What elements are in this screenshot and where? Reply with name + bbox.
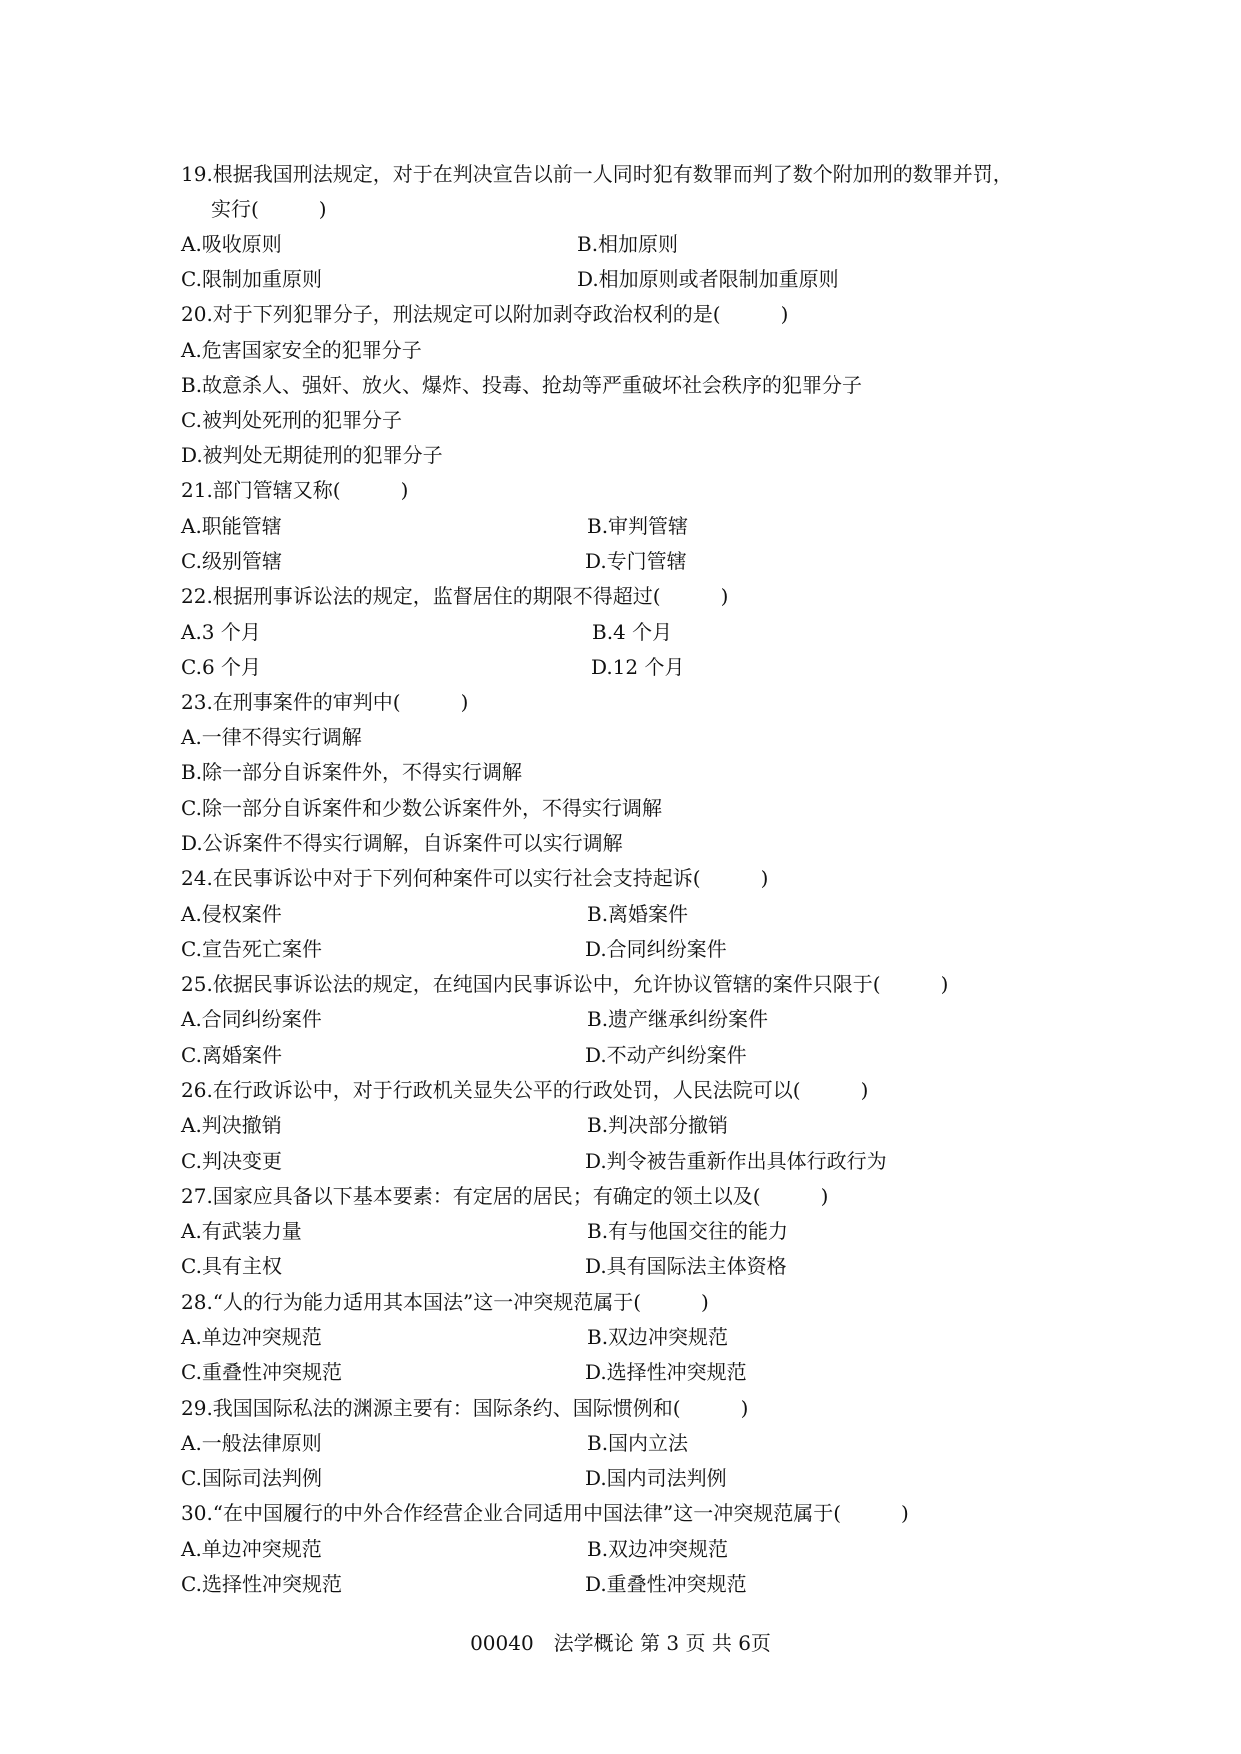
question-30-option-b: B.双边冲突规范 (587, 1537, 729, 1561)
question-29-option-a: A.一般法律原则 (181, 1431, 322, 1455)
question-29-stem: 29.我国国际私法的渊源主要有：国际条约、国际惯例和( ) (181, 1396, 749, 1420)
question-26-option-c: C.判决变更 (181, 1149, 282, 1173)
question-25-option-a: A.合同纠纷案件 (181, 1007, 322, 1031)
question-24-option-b: B.离婚案件 (587, 902, 689, 926)
question-21-stem: 21.部门管辖又称( ) (181, 478, 409, 502)
question-19-option-b: B.相加原则 (577, 232, 679, 256)
question-24-option-d: D.合同纠纷案件 (585, 937, 727, 961)
question-20-option-b: B.故意杀人、强奸、放火、爆炸、投毒、抢劫等严重破坏社会秩序的犯罪分子 (181, 373, 863, 397)
question-19-option-a: A.吸收原则 (181, 232, 282, 256)
question-23-option-d: D.公诉案件不得实行调解，自诉案件可以实行调解 (181, 831, 623, 855)
question-28-stem: 28.“人的行为能力适用其本国法”这一冲突规范属于( ) (181, 1290, 709, 1314)
question-26-option-d: D.判令被告重新作出具体行政行为 (585, 1149, 887, 1173)
question-25-option-b: B.遗产继承纠纷案件 (587, 1007, 769, 1031)
question-27-option-d: D.具有国际法主体资格 (585, 1254, 787, 1278)
question-29-option-d: D.国内司法判例 (585, 1466, 727, 1490)
question-26-option-a: A.判决撤销 (181, 1113, 282, 1137)
question-19-stem-continued: 实行( ) (211, 197, 327, 221)
question-30-option-a: A.单边冲突规范 (181, 1537, 322, 1561)
question-27-option-b: B.有与他国交往的能力 (587, 1219, 789, 1243)
question-23-option-b: B.除一部分自诉案件外，不得实行调解 (181, 760, 523, 784)
question-27-stem: 27.国家应具备以下基本要素：有定居的居民；有确定的领土以及( ) (181, 1184, 829, 1208)
question-30-option-c: C.选择性冲突规范 (181, 1572, 342, 1596)
question-29-option-b: B.国内立法 (587, 1431, 689, 1455)
question-28-option-a: A.单边冲突规范 (181, 1325, 322, 1349)
page-footer: 00040 法学概论 第 3 页 共 6页 (470, 1631, 771, 1655)
question-27-option-a: A.有武装力量 (181, 1219, 302, 1243)
question-26-stem: 26.在行政诉讼中，对于行政机关显失公平的行政处罚，人民法院可以( ) (181, 1078, 869, 1102)
question-23-stem: 23.在刑事案件的审判中( ) (181, 690, 469, 714)
question-20-option-a: A.危害国家安全的犯罪分子 (181, 338, 422, 362)
question-19-option-c: C.限制加重原则 (181, 267, 322, 291)
question-25-stem: 25.依据民事诉讼法的规定，在纯国内民事诉讼中，允许协议管辖的案件只限于( ) (181, 972, 949, 996)
question-21-option-a: A.职能管辖 (181, 514, 282, 538)
question-21-option-c: C.级别管辖 (181, 549, 282, 573)
question-24-option-a: A.侵权案件 (181, 902, 282, 926)
question-30-stem: 30.“在中国履行的中外合作经营企业合同适用中国法律”这一冲突规范属于( ) (181, 1501, 909, 1525)
question-19-option-d: D.相加原则或者限制加重原则 (577, 267, 839, 291)
question-24-option-c: C.宣告死亡案件 (181, 937, 322, 961)
question-21-option-d: D.专门管辖 (585, 549, 687, 573)
question-24-stem: 24.在民事诉讼中对于下列何种案件可以实行社会支持起诉( ) (181, 866, 769, 890)
question-29-option-c: C.国际司法判例 (181, 1466, 322, 1490)
question-25-option-c: C.离婚案件 (181, 1043, 282, 1067)
question-20-option-c: C.被判处死刑的犯罪分子 (181, 408, 402, 432)
question-28-option-d: D.选择性冲突规范 (585, 1360, 747, 1384)
question-23-option-c: C.除一部分自诉案件和少数公诉案件外，不得实行调解 (181, 796, 662, 820)
question-22-option-d: D.12 个月 (591, 655, 685, 679)
question-19-stem: 19.根据我国刑法规定，对于在判决宣告以前一人同时犯有数罪而判了数个附加刑的数罪并罚， (181, 162, 1013, 186)
question-22-option-a: A.3 个月 (181, 620, 261, 644)
question-22-option-c: C.6 个月 (181, 655, 262, 679)
question-22-stem: 22.根据刑事诉讼法的规定，监督居住的期限不得超过( ) (181, 584, 729, 608)
question-25-option-d: D.不动产纠纷案件 (585, 1043, 747, 1067)
question-28-option-c: C.重叠性冲突规范 (181, 1360, 342, 1384)
question-20-stem: 20.对于下列犯罪分子，刑法规定可以附加剥夺政治权利的是( ) (181, 302, 789, 326)
question-20-option-d: D.被判处无期徒刑的犯罪分子 (181, 443, 443, 467)
question-26-option-b: B.判决部分撤销 (587, 1113, 729, 1137)
question-23-option-a: A.一律不得实行调解 (181, 725, 362, 749)
question-21-option-b: B.审判管辖 (587, 514, 689, 538)
question-28-option-b: B.双边冲突规范 (587, 1325, 729, 1349)
question-22-option-b: B.4 个月 (592, 620, 673, 644)
question-27-option-c: C.具有主权 (181, 1254, 282, 1278)
question-30-option-d: D.重叠性冲突规范 (585, 1572, 747, 1596)
